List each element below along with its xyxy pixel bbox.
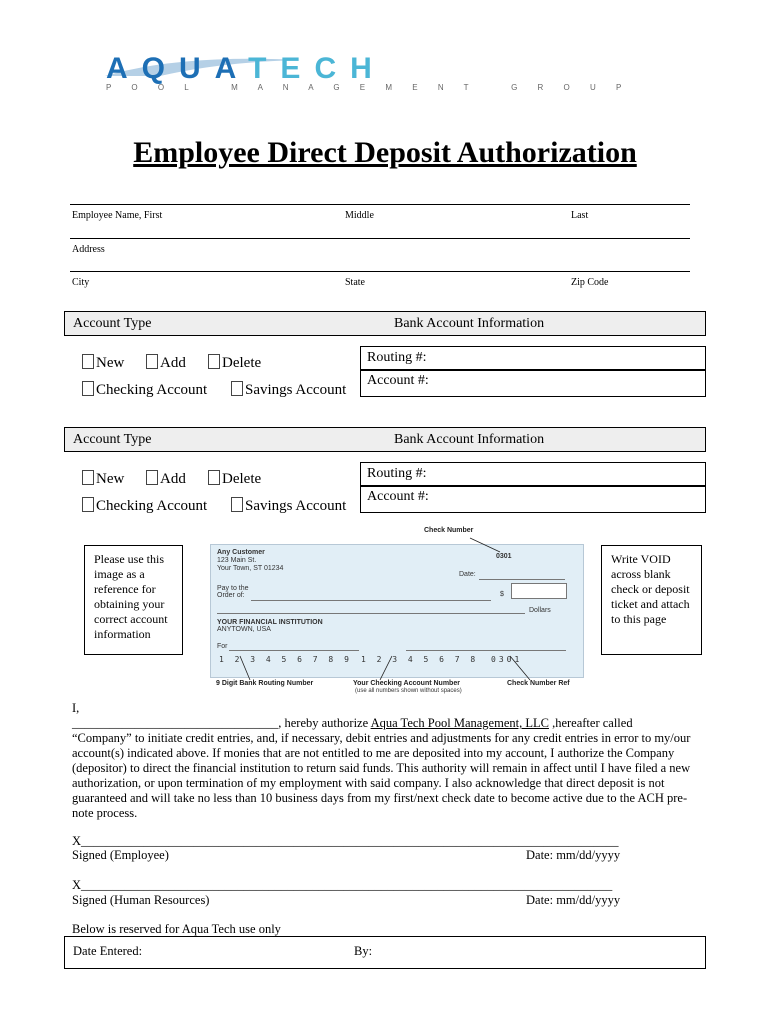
checkbox-icon[interactable] — [82, 354, 94, 369]
check-pay-to: Pay to the — [217, 585, 249, 592]
section1-delete-option[interactable] — [208, 354, 261, 372]
section2-savings-label: Savings Account — [245, 498, 347, 514]
checkbox-icon[interactable] — [208, 354, 220, 369]
void-note-text: Write VOID across blank check or deposit ticket and attach to this page — [611, 552, 690, 626]
checkbox-icon[interactable] — [82, 497, 94, 512]
section1-checking-option[interactable] — [82, 381, 207, 399]
section1-routing-label: Routing #: — [367, 350, 427, 365]
section2-bank-info-label: Bank Account Information — [394, 432, 545, 447]
logo-word-aqua: AQUA — [106, 52, 249, 85]
label-city: City — [72, 277, 90, 288]
section2-add-label: Add — [160, 471, 186, 487]
check-number-ref-caption: Check Number Ref — [507, 680, 570, 687]
section2-delete-label: Delete — [222, 471, 262, 487]
label-first-name: Employee Name, First — [72, 210, 163, 221]
office-use-box — [64, 936, 706, 969]
void-note-box — [601, 545, 702, 655]
section1-checking-label: Checking Account — [96, 382, 208, 398]
section1-routing-field[interactable] — [360, 346, 706, 371]
reserved-note: Below is reserved for Aqua Tech use only — [72, 922, 281, 936]
checkbox-icon[interactable] — [82, 470, 94, 485]
check-customer-street: 123 Main St. — [217, 557, 257, 564]
authorization-pre: , hereby authorize — [278, 716, 371, 730]
checkbox-icon[interactable] — [208, 470, 220, 485]
section2-checking-label: Checking Account — [96, 498, 208, 514]
check-bank-name: YOUR FINANCIAL INSTITUTION — [217, 619, 323, 626]
address-line[interactable] — [70, 238, 690, 239]
authorization-name-blank[interactable]: _________________________________ — [72, 716, 279, 730]
authorization-first-line — [72, 716, 702, 731]
logo-word-tech: TECH — [248, 52, 386, 85]
by-label: By: — [354, 944, 373, 958]
section1-savings-option[interactable] — [231, 381, 346, 399]
section2-new-label: New — [96, 471, 125, 487]
section1-add-label: Add — [160, 355, 186, 371]
check-order-of: Order of: — [217, 592, 245, 599]
section2-routing-field[interactable] — [360, 462, 706, 487]
authorization-body: “Company” to initiate credit entries, and, if necessary, debit entries and adjustments for any credit entries in error to my/our account(s) indicated above. If monies that are not entitled to me are deposited into my account, I authorize the Company (depositor) to direct the financial institution to return said funds. This authority will remain in affect until I have filed a new authorization, or upon termination of my employment with said company. I also acknowledge that direct deposit is not guaranteed and will take no less than 10 business days from my first/next check date to become active due to the ACH pre-note process. — [72, 731, 691, 820]
section2-routing-label: Routing #: — [367, 466, 427, 481]
section2-add-option[interactable] — [146, 470, 186, 488]
section1-new-label: New — [96, 355, 125, 371]
section2-delete-option[interactable] — [208, 470, 261, 488]
section1-savings-label: Savings Account — [245, 382, 347, 398]
date-entered-label: Date Entered: — [73, 944, 143, 958]
checkbox-icon[interactable] — [82, 381, 94, 396]
check-number-value: 0301 — [496, 553, 512, 560]
city-line[interactable] — [70, 271, 690, 272]
section1-delete-label: Delete — [222, 355, 262, 371]
logo-wordmark — [106, 52, 386, 86]
authorization-i: I, — [72, 701, 80, 715]
section2-account-type-label: Account Type — [73, 432, 152, 447]
logo-tagline: P O O L M A N A G E M E N T G R O U P — [106, 83, 631, 92]
page-title: Employee Direct Deposit Authorization — [133, 136, 637, 169]
label-last-name: Last — [571, 210, 589, 221]
name-line[interactable] — [70, 204, 690, 205]
checkbox-icon[interactable] — [146, 354, 158, 369]
section1-account-type-label: Account Type — [73, 316, 152, 331]
checkbox-icon[interactable] — [231, 497, 243, 512]
check-micr-check: 0301 — [491, 655, 523, 664]
hr-signature-line[interactable]: X_____________________________________________________________________________________ — [72, 878, 613, 892]
section1-bank-info-label: Bank Account Information — [394, 316, 545, 331]
section1-header — [64, 311, 706, 336]
section1-new-option[interactable] — [82, 354, 124, 372]
authorization-post: ,hereafter called — [548, 716, 633, 730]
label-zip: Zip Code — [571, 277, 609, 288]
check-micr-routing: 1 2 3 4 5 6 7 8 9 — [219, 655, 352, 664]
account-number-caption: Your Checking Account Number — [353, 680, 460, 687]
section1-account-field[interactable] — [360, 369, 706, 397]
check-customer-name: Any Customer — [217, 549, 265, 556]
routing-number-caption: 9 Digit Bank Routing Number — [216, 680, 314, 687]
employee-signature-line[interactable]: X______________________________________________________________________________________ — [72, 834, 619, 848]
check-date-label: Date: — [459, 571, 476, 578]
label-address: Address — [72, 244, 105, 255]
reference-note-text: Please use this image as a reference for obtaining your correct account information — [94, 552, 168, 641]
hr-signature-date: Date: mm/dd/yyyy — [526, 893, 621, 907]
section2-checking-option[interactable] — [82, 497, 207, 515]
section1-add-option[interactable] — [146, 354, 186, 372]
company-logo — [100, 52, 670, 96]
section1-account-label: Account #: — [367, 373, 429, 388]
checkbox-icon[interactable] — [146, 470, 158, 485]
account-number-subcaption: (use all numbers shown without spaces) — [355, 688, 462, 694]
check-dollars-label: Dollars — [529, 607, 551, 614]
label-middle-name: Middle — [345, 210, 374, 221]
section2-account-label: Account #: — [367, 489, 429, 504]
employee-signature-label: Signed (Employee) — [72, 848, 169, 862]
check-dollar-sign: $ — [500, 591, 504, 598]
check-number-caption: Check Number — [424, 527, 474, 534]
check-customer-city: Your Town, ST 01234 — [217, 565, 284, 572]
section2-account-field[interactable] — [360, 485, 706, 513]
check-bank-city: ANYTOWN, USA — [217, 626, 271, 633]
check-micr-account: 1 2 3 4 5 6 7 8 — [361, 655, 479, 664]
employee-signature-date: Date: mm/dd/yyyy — [526, 848, 621, 862]
hr-signature-label: Signed (Human Resources) — [72, 893, 210, 907]
section2-header — [64, 427, 706, 452]
check-pointer-arrows — [210, 528, 590, 688]
section2-new-option[interactable] — [82, 470, 124, 488]
section2-savings-option[interactable] — [231, 497, 346, 515]
company-name: Aqua Tech Pool Management, LLC — [370, 716, 549, 730]
checkbox-icon[interactable] — [231, 381, 243, 396]
check-for-label: For — [217, 643, 228, 650]
label-state: State — [345, 277, 365, 288]
authorization-paragraph — [72, 701, 702, 821]
reference-note-box — [84, 545, 183, 655]
